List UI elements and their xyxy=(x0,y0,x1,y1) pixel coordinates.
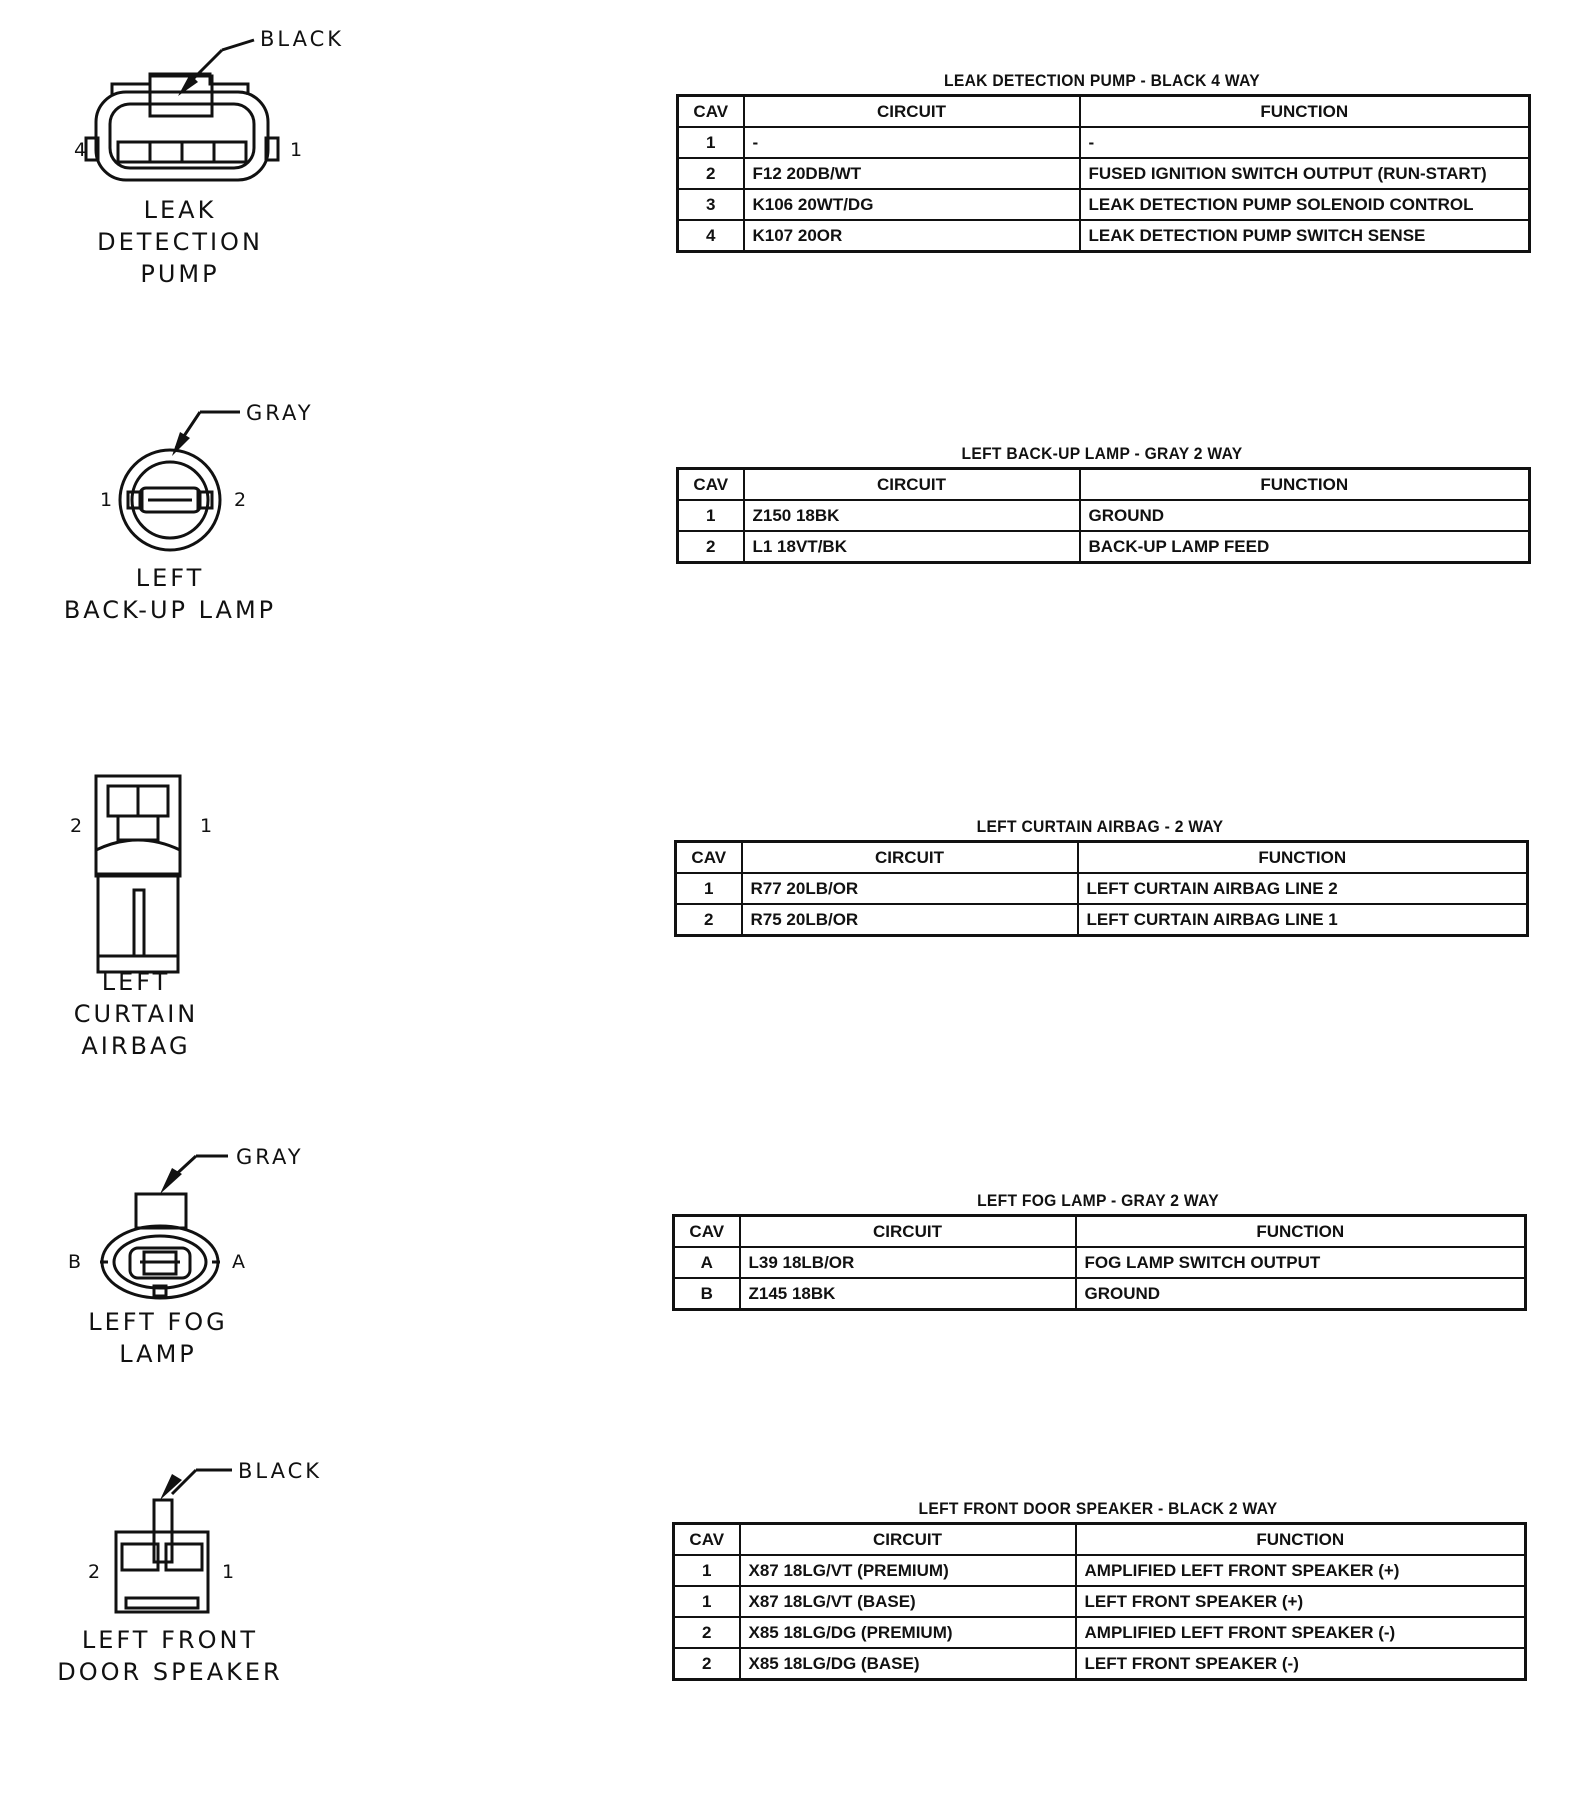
table-row: 2 X85 18LG/DG (PREMIUM) AMPLIFIED LEFT FRONT SPEAKER (-) xyxy=(674,1617,1526,1648)
table-row: 2 R75 20LB/OR LEFT CURTAIN AIRBAG LINE 1 xyxy=(676,904,1528,936)
table-header-row: CAV CIRCUIT FUNCTION xyxy=(674,1216,1526,1248)
connector-left-curtain-airbag xyxy=(0,770,400,1070)
table-row: A L39 18LB/OR FOG LAMP SWITCH OUTPUT xyxy=(674,1247,1526,1278)
table-header-row: CAV CIRCUIT FUNCTION xyxy=(678,96,1530,128)
fog-lamp-table xyxy=(672,1188,1524,1311)
door-speaker-color-tag: BLACK xyxy=(238,1459,323,1483)
leak-detection-pump-label: LEAK DETECTION PUMP xyxy=(97,196,263,288)
pin-number: 1 xyxy=(100,489,113,511)
curtain-airbag-label: LEFT CURTAIN AIRBAG xyxy=(73,968,199,1060)
table-row: 1 Z150 18BK GROUND xyxy=(678,500,1530,531)
table-header-row: CAV CIRCUIT FUNCTION xyxy=(678,469,1530,501)
connector-left-fog-lamp xyxy=(0,1130,400,1390)
table-row: 1 X87 18LG/VT (BASE) LEFT FRONT SPEAKER (+) xyxy=(674,1586,1526,1617)
table-row: 1 R77 20LB/OR LEFT CURTAIN AIRBAG LINE 2 xyxy=(676,873,1528,904)
door-speaker-connector-icon xyxy=(0,1440,400,1740)
pin-number: 4 xyxy=(74,139,87,161)
pin-number: 1 xyxy=(222,1561,235,1583)
table-row: 1 X87 18LG/VT (PREMIUM) AMPLIFIED LEFT FRONT SPEAKER (+) xyxy=(674,1555,1526,1586)
pin-number: A xyxy=(232,1251,245,1273)
table-row: B Z145 18BK GROUND xyxy=(674,1278,1526,1310)
table-title: LEAK DETECTION PUMP - BLACK 4 WAY xyxy=(944,71,1260,90)
table-header-row: CAV CIRCUIT FUNCTION xyxy=(676,842,1528,874)
pin-number: 1 xyxy=(200,815,213,837)
door-speaker-table xyxy=(672,1496,1524,1681)
leak-detection-pump-table xyxy=(676,68,1528,253)
curtain-airbag-table xyxy=(674,814,1526,937)
table-title: LEFT CURTAIN AIRBAG - 2 WAY xyxy=(976,817,1224,836)
back-up-lamp-label: LEFT BACK-UP LAMP xyxy=(63,564,277,624)
table-row: 4 K107 20OR LEAK DETECTION PUMP SWITCH SENSE xyxy=(678,220,1530,252)
connector-left-front-door-speaker xyxy=(0,1440,400,1740)
table-row: 1 - - xyxy=(678,127,1530,158)
pin-number: 2 xyxy=(234,489,247,511)
pin-number: 2 xyxy=(88,1561,101,1583)
table-row: 2 F12 20DB/WT FUSED IGNITION SWITCH OUTPUT (RUN-START) xyxy=(678,158,1530,189)
pin-number: B xyxy=(68,1251,82,1273)
table-header-row: CAV CIRCUIT FUNCTION xyxy=(674,1524,1526,1556)
fog-lamp-label: LEFT FOG LAMP xyxy=(88,1308,228,1368)
leak-detection-pump-color-tag: BLACK xyxy=(260,27,345,51)
table-title: LEFT FOG LAMP - GRAY 2 WAY xyxy=(977,1191,1219,1210)
fog-lamp-color-tag: GRAY xyxy=(236,1145,304,1169)
table-row: 2 L1 18VT/BK BACK-UP LAMP FEED xyxy=(678,531,1530,563)
pin-number: 2 xyxy=(70,815,83,837)
back-up-lamp-table xyxy=(676,441,1528,564)
back-up-lamp-color-tag: GRAY xyxy=(246,401,314,425)
table-row: 2 X85 18LG/DG (BASE) LEFT FRONT SPEAKER (-) xyxy=(674,1648,1526,1680)
table-row: 3 K106 20WT/DG LEAK DETECTION PUMP SOLENOID CONTROL xyxy=(678,189,1530,220)
connector-leak-detection-pump xyxy=(0,0,400,300)
door-speaker-label: LEFT FRONT DOOR SPEAKER xyxy=(57,1626,283,1686)
pin-number: 1 xyxy=(290,139,303,161)
table-title: LEFT FRONT DOOR SPEAKER - BLACK 2 WAY xyxy=(918,1499,1278,1518)
table-title: LEFT BACK-UP LAMP - GRAY 2 WAY xyxy=(961,444,1243,463)
connector-left-back-up-lamp xyxy=(0,380,400,640)
